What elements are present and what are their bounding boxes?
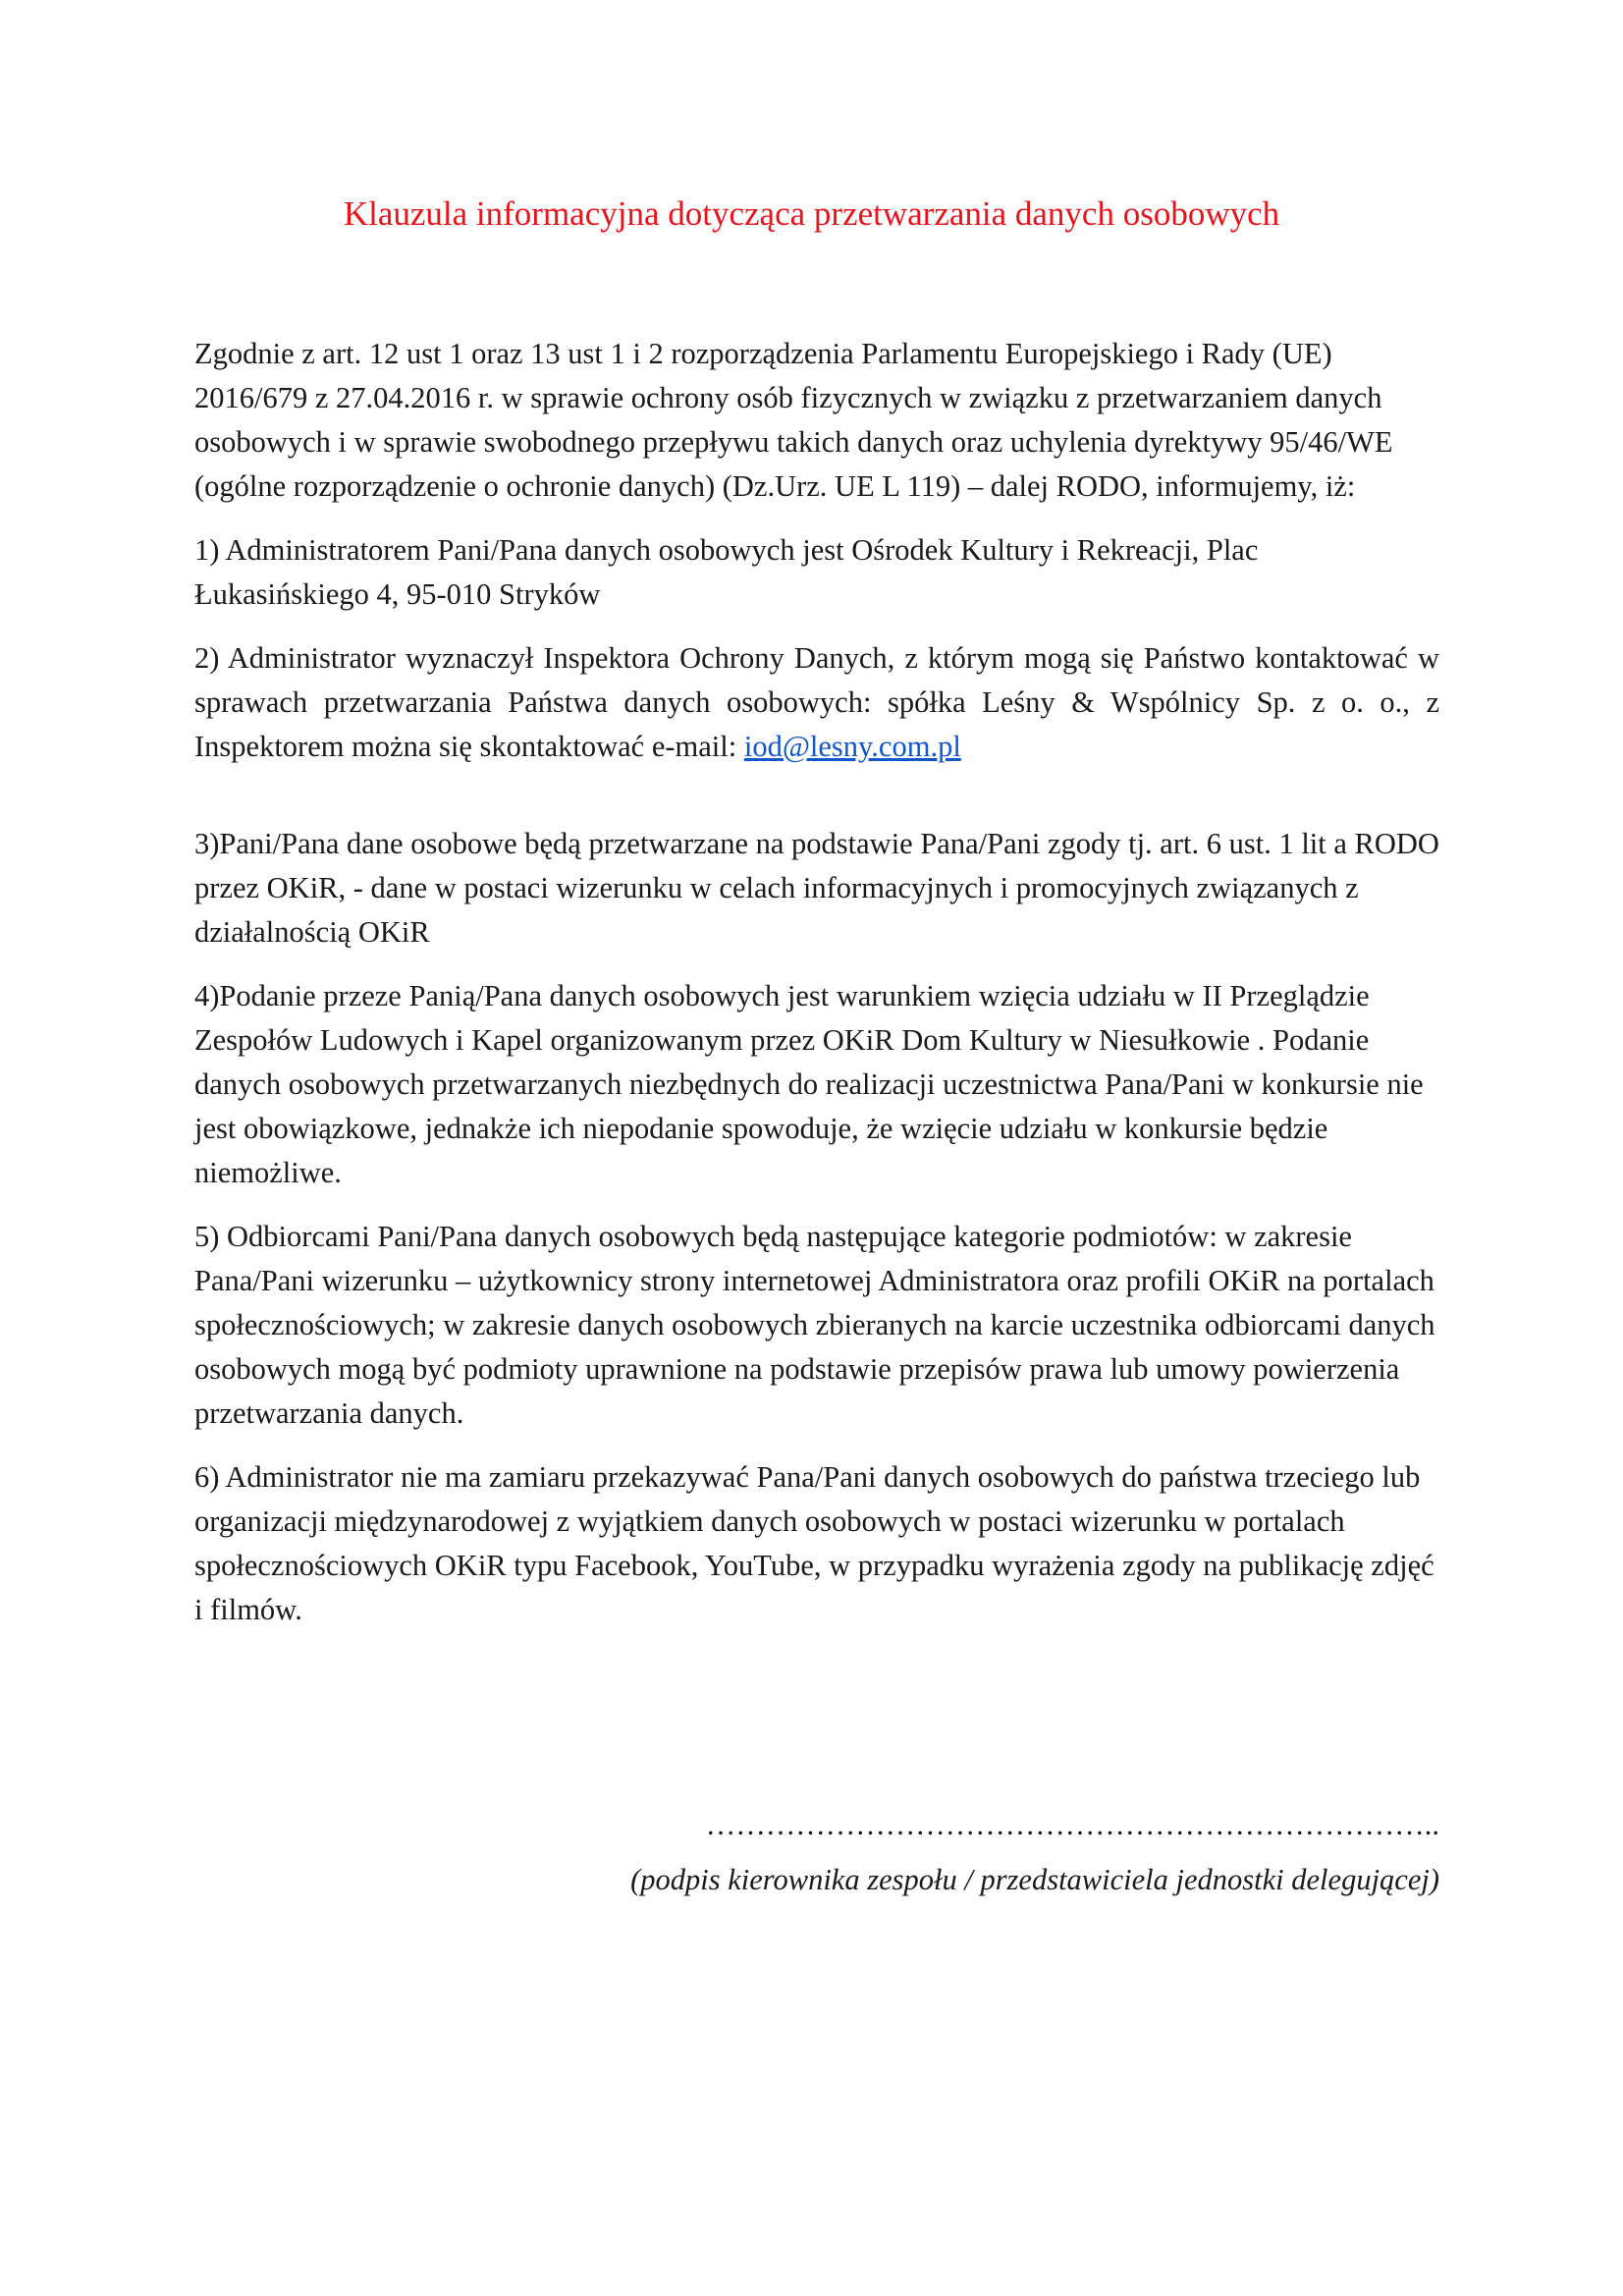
document-title: Klauzula informacyjna dotycząca przetwarzania danych osobowych [343, 194, 1280, 233]
paragraph-2-text: 2) Administrator wyznaczył Inspektora Ochrony Danych, z którym mogą się Państwo kontaktować w sprawach przetwarzania Państwa danych osobowych: spółka Leśny & Wspólnicy Sp. z o. o., z Inspektorem można się skontaktować e-mail: [194, 641, 1439, 763]
paragraph-4: 4)Podanie przeze Panią/Pana danych osobowych jest warunkiem wzięcia udziału w II Przeglądzie Zespołów Ludowych i Kapel organizowanym przez OKiR Dom Kultury w Niesułkowie . Podanie danych osobowych przetwarzanych niezbędnych do realizacji uczestnictwa Pana/Pani w konkursie nie jest obowiązkowe, jednakże ich niepodanie spowoduje, że wzięcie udziału w konkursie będzie niemożliwe. [194, 979, 1424, 1189]
paragraph-3: 3)Pani/Pana dane osobowe będą przetwarzane na podstawie Pana/Pani zgody tj. art. 6 ust. 1 lit a RODO przez OKiR, - dane w postaci wizerunku w celach informacyjnych i promocyjnych związanych z działalnością OKiR [194, 827, 1439, 949]
signature-caption: (podpis kierownika zespołu / przedstawiciela jednostki delegującej) [630, 1863, 1439, 1896]
iod-email-link[interactable]: iod@lesny.com.pl [743, 730, 961, 763]
paragraph-1: 1) Administratorem Pani/Pana danych osobowych jest Ośrodek Kultury i Rekreacji, Plac Łukasińskiego 4, 95-010 Stryków [194, 533, 1259, 611]
paragraph-6: 6) Administrator nie ma zamiaru przekazywać Pana/Pani danych osobowych do państwa trzeciego lub organizacji międzynarodowej z wyjątkiem danych osobowych w postaci wizerunku w portalach społecznościowych OKiR typu Facebook, YouTube, w przypadku wyrażenia zgody na publikację zdjęć i filmów. [194, 1460, 1434, 1626]
paragraph-2 [194, 636, 1439, 769]
intro-paragraph: Zgodnie z art. 12 ust 1 oraz 13 ust 1 i 2 rozporządzenia Parlamentu Europejskiego i Rady (UE) 2016/679 z 27.04.2016 r. w sprawie ochrony osób fizycznych w związku z przetwarzaniem danych osobowych i w sprawie swobodnego przepływu takich danych oraz uchylenia dyrektywy 95/46/WE (ogólne rozporządzenie o ochronie danych) (Dz.Urz. UE L 119) – dalej RODO, informujemy, iż: [194, 337, 1393, 503]
signature-block [0, 1803, 1439, 1901]
signature-line: ……………………………………………………………….. [705, 1808, 1439, 1841]
paragraph-5: 5) Odbiorcami Pani/Pana danych osobowych będą następujące kategorie podmiotów: w zakresie Pana/Pani wizerunku – użytkownicy strony internetowej Administratora oraz profili OKiR na portalach społecznościowych; w zakresie danych osobowych zbieranych na karcie uczestnika odbiorcami danych osobowych mogą być podmioty uprawnione na podstawie przepisów prawa lub umowy powierzenia przetwarzania danych. [194, 1220, 1435, 1430]
document-body [194, 332, 1439, 1632]
